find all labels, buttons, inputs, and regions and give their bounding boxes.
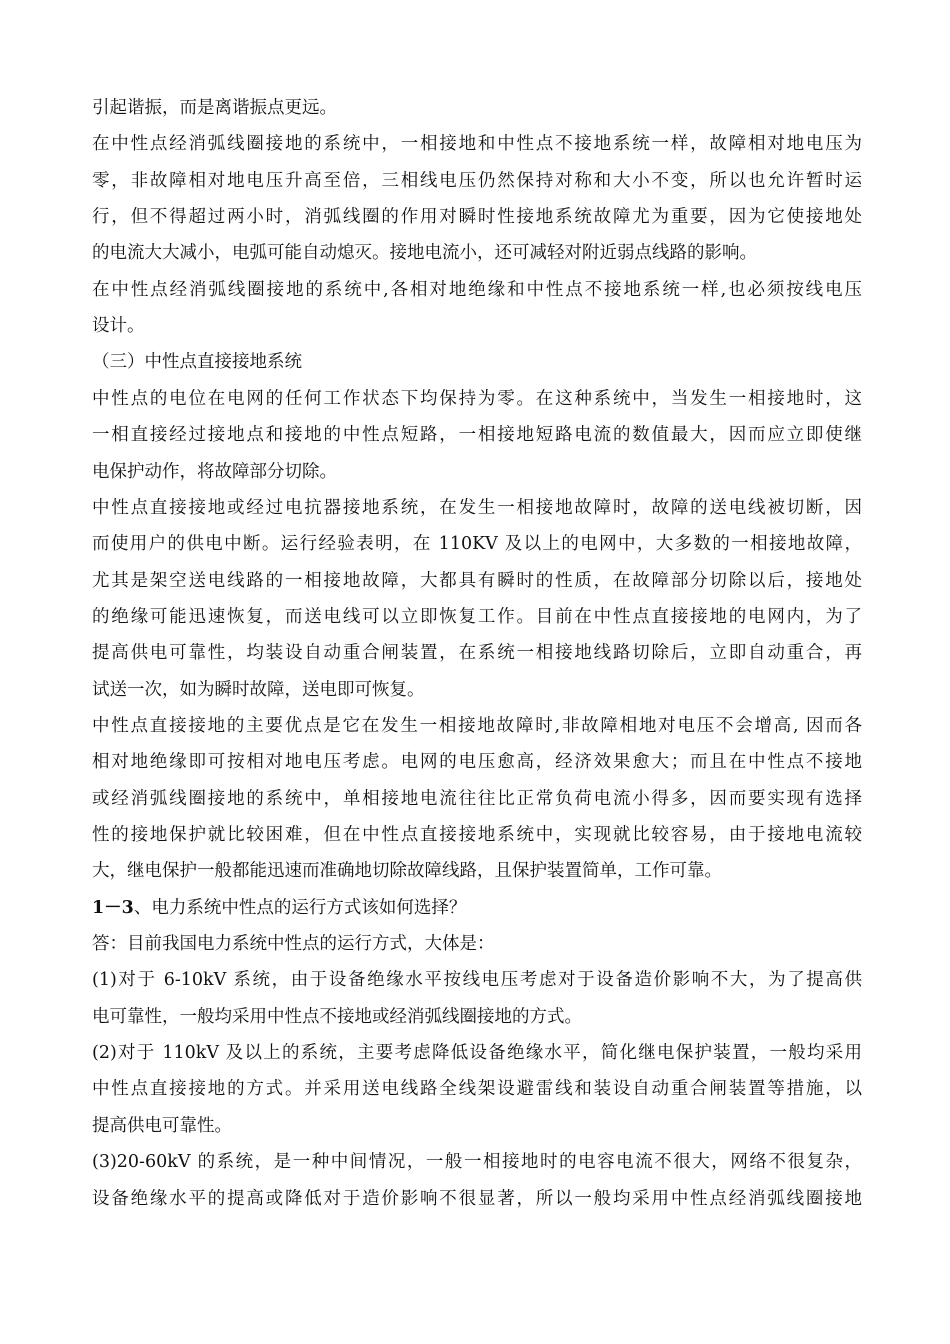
text-line: 而使用户的供电中断。运行经验表明，在 110KV 及以上的电网中，大多数的一相接地故障，: [92, 534, 862, 554]
text-line: 设计。: [92, 316, 145, 336]
text-line: （三）中性点直接接地系统: [92, 352, 302, 372]
text-line: 零，非故障相对地电压升高至倍，三相线电压仍然保持对称和大小不变，所以也允许暂时运: [92, 171, 862, 191]
text-line: 中性点直接接地的方式。并采用送电线路全线架设避雷线和装设自动重合闸装置等措施，以: [92, 1079, 862, 1099]
text-line: 相对地绝缘即可按相对地电压考虑。电网的电压愈高，经济效果愈大；而且在中性点不接地: [92, 752, 862, 772]
text-line: 的绝缘可能迅速恢复，而送电线可以立即恢复工作。目前在中性点直接接地的电网内，为了: [92, 607, 862, 627]
text-line: 中性点直接接地或经过电抗器接地系统，在发生一相接地故障时，故障的送电线被切断，因: [92, 498, 862, 518]
text-line: 设备绝缘水平的提高或降低对于造价影响不很显著，所以一般均采用中性点经消弧线圈接地: [92, 1189, 862, 1209]
text-line: 尤其是架空送电线路的一相接地故障，大都具有瞬时的性质，在故障部分切除以后，接地处: [92, 571, 862, 591]
text-line: 提高供电可靠性，均装设自动重合闸装置，在系统一相接地线路切除后，立即自动重合，再: [92, 643, 862, 663]
text-line: (3)20-60kV 的系统，是一种中间情况，一般一相接地时的电容电流不很大，网络不很复杂，: [92, 1152, 862, 1172]
text-line: 中性点的电位在电网的任何工作状态下均保持为零。在这种系统中，当发生一相接地时，这: [92, 389, 862, 409]
text-line: 在中性点经消弧线圈接地的系统中,各相对地绝缘和中性点不接地系统一样,也必须按线电压: [92, 280, 862, 300]
text-line: (1)对于 6-10kV 系统，由于设备绝缘水平按线电压考虑对于设备造价影响不大，为了提高供: [92, 970, 862, 990]
text-line: 中性点直接接地的主要优点是它在发生一相接地故障时,非故障相地对电压不会增高, 因而各: [92, 716, 862, 736]
text-line: [92, 896, 862, 920]
text-line: 性的接地保护就比较困难，但在中性点直接接地系统中，实现就比较容易，由于接地电流较: [92, 825, 862, 845]
text-line: (2)对于 110kV 及以上的系统，主要考虑降低设备绝缘水平，简化继电保护装置，一般均采用: [92, 1043, 862, 1063]
section-number: 1－3: [92, 898, 134, 918]
text-line: 试送一次，如为瞬时故障，送电即可恢复。: [92, 680, 425, 700]
text-line: 在中性点经消弧线圈接地的系统中，一相接地和中性点不接地系统一样，故障相对地电压为: [92, 134, 862, 154]
text-line: 大，继电保护一般都能迅速而准确地切除故障线路，且保护装置简单，工作可靠。: [92, 861, 722, 881]
text-line: 的电流大大减小，电弧可能自动熄灭。接地电流小，还可减轻对附近弱点线路的影响。: [92, 243, 757, 263]
text-line: 电可靠性，一般均采用中性点不接地或经消弧线圈接地的方式。: [92, 1007, 582, 1027]
text-line: 电保护动作，将故障部分切除。: [92, 462, 337, 482]
text-line: 一相直接经过接地点和接地的中性点短路，一相接地短路电流的数值最大，因而应立即使继: [92, 425, 862, 445]
text-line: 或经消弧线圈接地的系统中，单相接地电流往往比正常负荷电流小得多，因而要实现有选择: [92, 789, 862, 809]
text-line: 提高供电可靠性。: [92, 1116, 232, 1136]
text-line: 答：目前我国电力系统中性点的运行方式，大体是：: [92, 934, 495, 954]
text-line: 行，但不得超过两小时，消弧线圈的作用对瞬时性接地系统故障尤为重要，因为它使接地处: [92, 207, 862, 227]
text-line: 引起谐振，而是离谐振点更远。: [92, 98, 337, 118]
section-question: 、电力系统中性点的运行方式该如何选择？: [133, 898, 467, 918]
